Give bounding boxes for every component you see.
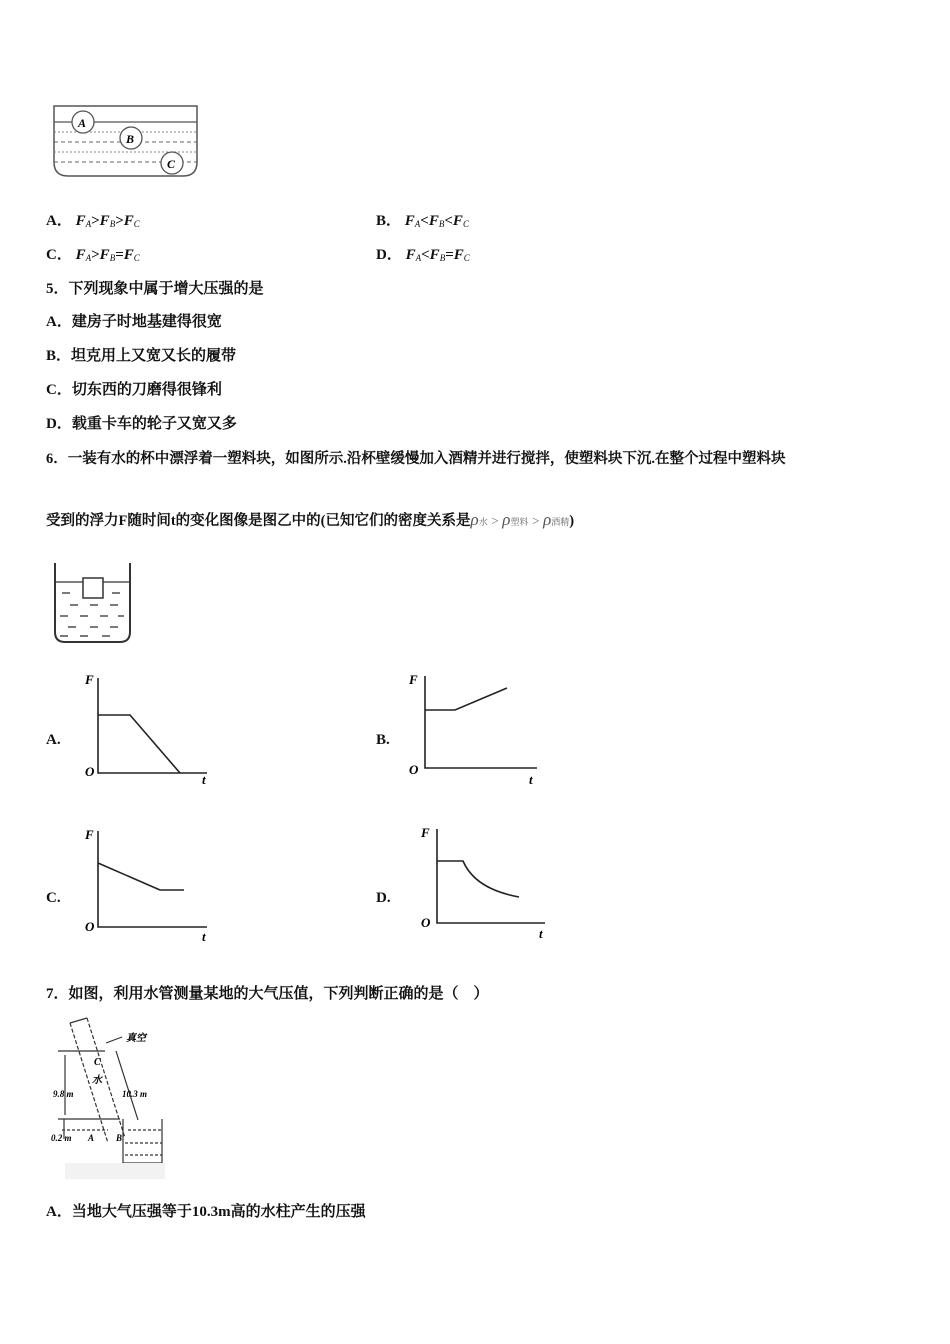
q6-option-a-label: A.: [46, 732, 61, 748]
point-b-label: B: [116, 1133, 123, 1143]
axis-f-label: F: [409, 672, 418, 687]
origin-label: O: [421, 915, 431, 930]
q4-option-c: C． $F_A>F_B=F_C$: [46, 247, 140, 263]
q7-figure: [50, 1015, 168, 1181]
q5-option-b: B．坦克用上又宽又长的履带: [46, 348, 237, 364]
length-10-3-label: 10.3 m: [122, 1089, 148, 1099]
q6-option-b-label: B.: [376, 732, 390, 748]
q6-option-d-label: D.: [376, 890, 391, 906]
axis-t-label: t: [202, 929, 206, 944]
q6-graph-d: [415, 823, 555, 945]
q6-stem-line1: 6．一装有水的杯中漂浮着一塑料块，如图所示.沿杯壁缓慢加入酒精并进行搅拌，使塑料块下沉.在整个过程中塑料块: [46, 451, 786, 467]
q6-stem-line2: 受到的浮力F随时间t的变化图像是图乙中的(已知它们的密度关系是ρ水 > ρ塑料 > ρ酒精): [46, 510, 575, 529]
q4-option-a: A． $F_A>F_B>F_C$: [46, 213, 140, 229]
vacuum-label: 真空: [126, 1033, 146, 1044]
q4-figure-container: [50, 100, 202, 180]
q6-option-c-label: C.: [46, 890, 61, 906]
origin-label: O: [85, 919, 95, 934]
point-a-label: A: [88, 1133, 95, 1143]
q6-graph-c: [82, 825, 217, 945]
axis-f-label: F: [85, 827, 94, 842]
ball-a-label: A: [78, 116, 87, 130]
ball-b-label: B: [126, 132, 135, 146]
height-0-2-label: 0.2 m: [51, 1133, 72, 1143]
water-label: 水: [92, 1075, 102, 1086]
q5-option-a: A．建房子时地基建得很宽: [46, 314, 222, 330]
q4-option-d: D． $F_A<F_B=F_C$: [376, 247, 470, 263]
axis-t-label: t: [539, 926, 543, 941]
origin-label: O: [85, 764, 95, 779]
axis-t-label: t: [529, 772, 533, 787]
axis-f-label: F: [85, 672, 94, 687]
q4-option-b: B． $F_A<F_B<F_C$: [376, 213, 469, 229]
point-c-label: C: [94, 1057, 101, 1068]
q7-stem: 7．如图，利用水管测量某地的大气压值，下列判断正确的是（ ）: [46, 986, 489, 1002]
q6-graph-a: [82, 670, 212, 788]
height-9-8-label: 9.8 m: [53, 1089, 74, 1099]
origin-label: O: [409, 762, 419, 777]
q6-cup-figure: [50, 560, 135, 646]
q5-option-c: C．切东西的刀磨得很锋利: [46, 382, 222, 398]
axis-t-label: t: [202, 772, 206, 787]
ball-c-label: C: [167, 157, 176, 171]
q6-graph-b: [405, 670, 545, 788]
q5-stem: 5．下列现象中属于增大压强的是: [46, 281, 264, 297]
axis-f-label: F: [421, 825, 430, 840]
q5-option-d: D．载重卡车的轮子又宽又多: [46, 416, 237, 432]
q7-option-a: A．当地大气压强等于10.3m高的水柱产生的压强: [46, 1204, 366, 1220]
